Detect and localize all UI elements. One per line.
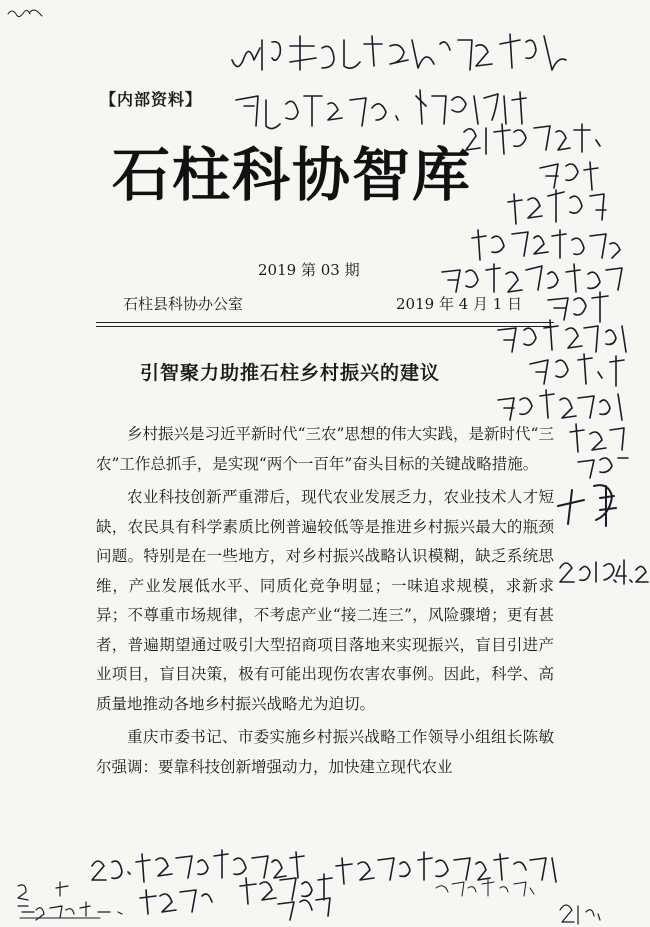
- publish-date: 2019 年 4 月 1 日: [396, 295, 523, 313]
- header-rule-thin: [96, 326, 554, 327]
- internal-material-tag: 【内部资料】: [100, 90, 203, 109]
- header-rule: [96, 322, 554, 323]
- paragraph: 乡村振兴是习近平新时代“三农”思想的伟大实践，是新时代“三农”工作总抓手，是实现“两个一百年”奋头目标的关键战略措施。: [96, 425, 554, 473]
- issue-number: 2019 第 03 期: [258, 261, 360, 279]
- publisher-org: 石柱县科协办公室: [123, 295, 244, 313]
- article-body: [96, 420, 554, 782]
- paragraph: 重庆市委书记、市委实施乡村振兴战略工作领导小组组长陈敏尔强调：要靠科技创新增强动力，加快建立现代农业: [96, 728, 554, 776]
- paragraph: 农业科技创新严重滞后，现代农业发展乏力，农业技术人才短缺，农民具有科学素质比例普遍较低等是推进乡村振兴最大的瓶颈问题。特别是在一些地方，对乡村振兴战略认识模糊，缺乏系统思维，产业发展低水平、同质化竞争明显；一味追求规模，求新求异；不尊重市场规律，不考虑产业“接二连三”，风险骤增；更有甚者，普遍期望通过吸引大型招商项目落地来实现振兴，盲目引进产业项目，盲目决策，极有可能出现伤农害农事例。因此，科学、高质量地推动各地乡村振兴战略尤为迫切。: [96, 488, 554, 713]
- article-title: 引智聚力助推石柱乡村振兴的建议: [140, 362, 441, 384]
- masthead-title: 石柱科协智库: [112, 141, 473, 209]
